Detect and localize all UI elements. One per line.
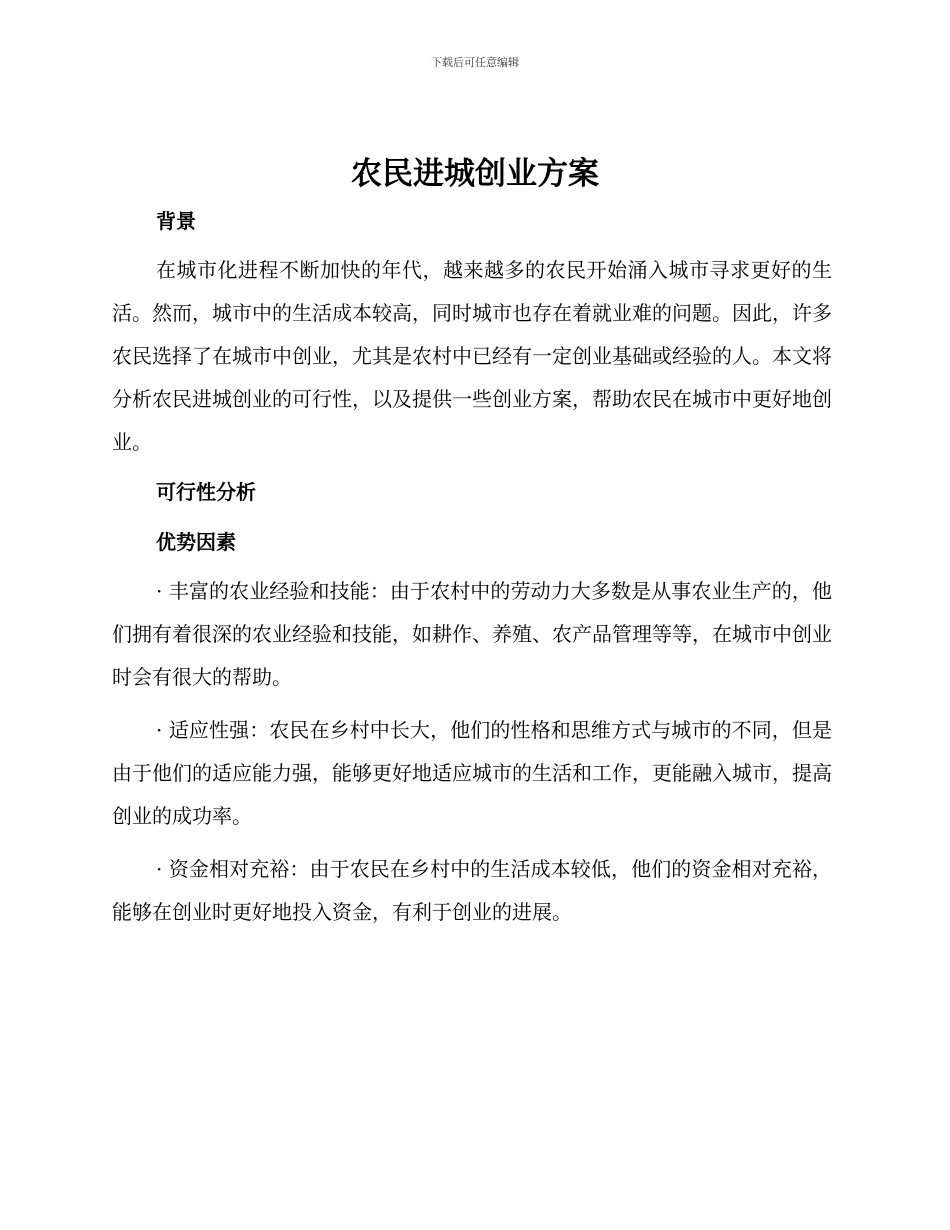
feasibility-heading: 可行性分析 (156, 480, 256, 504)
background-heading: 背景 (156, 209, 196, 233)
advantage-item: · 丰富的农业经验和技能：由于农村中的劳动力大多数是从事农业生产的，他们拥有着很深的农业经验和技能，如耕作、养殖、农产品管理等等，在城市中创业时会有很大的帮助。 (112, 579, 832, 689)
document-body (112, 203, 832, 934)
document-title: 农民进城创业方案 (351, 156, 599, 192)
background-paragraph: 在城市化进程不断加快的年代，越来越多的农民开始涌入城市寻求更好的生活。然而，城市中的生活成本较高，同时城市也存在着就业难的问题。因此，许多农民选择了在城市中创业，尤其是农村中已经有一定创业基础或经验的人。本文将分析农民进城创业的可行性，以及提供一些创业方案，帮助农民在城市中更好地创业。 (112, 258, 832, 454)
advantage-item: · 适应性强：农民在乡村中长大，他们的性格和思维方式与城市的不同，但是由于他们的适应能力强，能够更好地适应城市的生活和工作，更能融入城市，提高创业的成功率。 (112, 718, 832, 828)
header-note: 下载后可任意编辑 (431, 56, 519, 69)
advantage-item: · 资金相对充裕：由于农民在乡村中的生活成本较低，他们的资金相对充裕，能够在创业时更好地投入资金，有利于创业的进展。 (112, 857, 832, 924)
advantages-heading: 优势因素 (156, 530, 236, 554)
